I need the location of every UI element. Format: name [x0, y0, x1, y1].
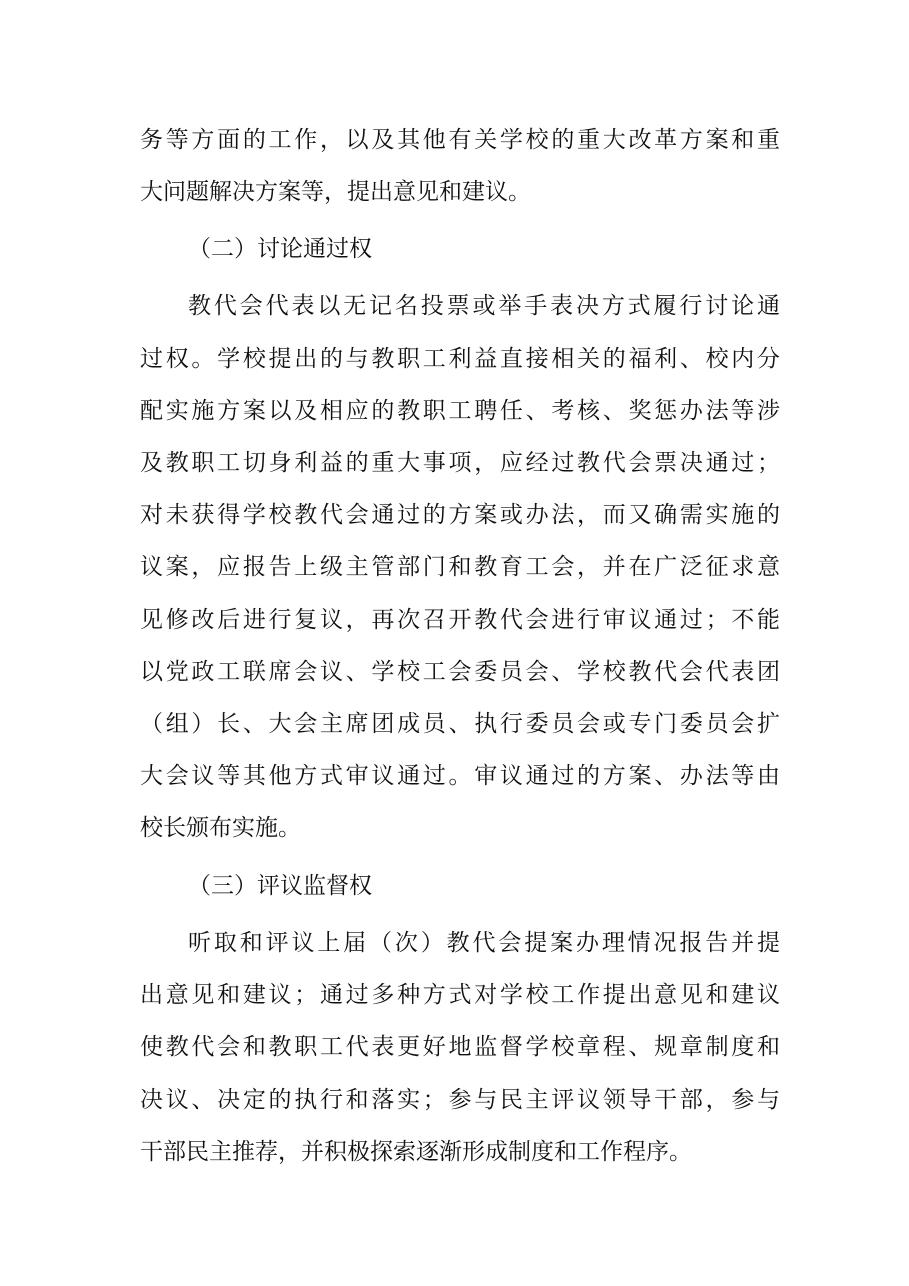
paragraph-line: 议案，应报告上级主管部门和教育工会，并在广泛征求意 [140, 554, 780, 580]
paragraph-line: 使教代会和教职工代表更好地监督学校章程、规章制度和 [140, 1034, 780, 1060]
paragraph-line: 过权。学校提出的与教职工利益直接相关的福利、校内分 [140, 346, 780, 372]
paragraph-line: 决议、决定的执行和落实；参与民主评议领导干部，参与 [140, 1087, 780, 1113]
paragraph-line: 出意见和建议；通过多种方式对学校工作提出意见和建议 [140, 982, 780, 1008]
paragraph-line: 大问题解决方案等，提出意见和建议。 [140, 179, 531, 205]
paragraph-line: 干部民主推荐，并积极探索逐渐形成制度和工作程序。 [140, 1139, 692, 1165]
paragraph-line: 配实施方案以及相应的教职工聘任、考核、奖惩办法等涉 [140, 398, 780, 424]
section-heading-3: （三）评议监督权 [188, 873, 372, 899]
paragraph-line: 大会议等其他方式审议通过。审议通过的方案、办法等由 [140, 763, 780, 789]
paragraph-line: 及教职工切身利益的重大事项，应经过教代会票决通过； [140, 450, 780, 476]
paragraph-line: 教代会代表以无记名投票或举手表决方式履行讨论通 [188, 293, 780, 319]
paragraph-line: 务等方面的工作，以及其他有关学校的重大改革方案和重 [140, 127, 780, 153]
paragraph-line: 听取和评议上届（次）教代会提案办理情况报告并提 [188, 930, 780, 956]
paragraph-line: 以党政工联席会议、学校工会委员会、学校教代会代表团 [140, 659, 780, 685]
paragraph-line: （组）长、大会主席团成员、执行委员会或专门委员会扩 [140, 711, 780, 737]
paragraph-line: 见修改后进行复议，再次召开教代会进行审议通过；不能 [140, 607, 780, 633]
paragraph-line: 对未获得学校教代会通过的方案或办法，而又确需实施的 [140, 502, 780, 528]
paragraph-line: 校长颁布实施。 [140, 815, 301, 841]
section-heading-2: （二）讨论通过权 [188, 236, 372, 262]
